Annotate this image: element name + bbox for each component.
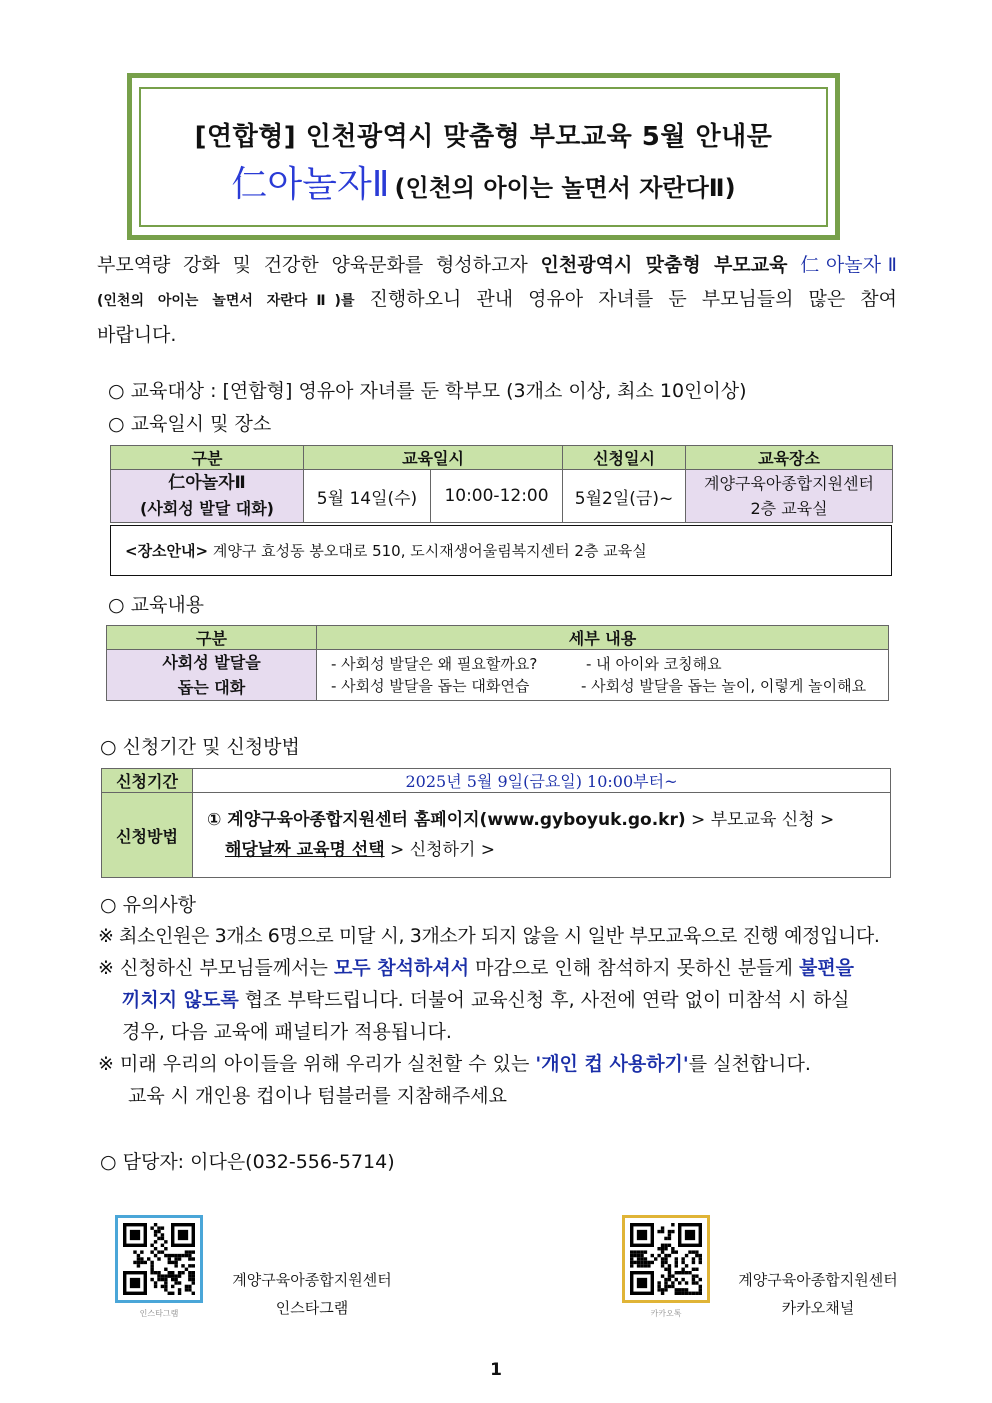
content-item: - 내 아이와 코칭해요 [586,655,722,673]
page-subtitle [139,156,828,207]
section-content: ○ 교육내용 [108,594,205,616]
schedule-place-cell: 계양구육아종합지원센터 2층 교육실 [686,470,893,523]
section-target: ○ 교육대상 : [연합형] 영유아 자녀를 둔 학부모 (3개소 이상, 최소 10인이상) [108,380,747,402]
section-notes: ○ 유의사항 [100,894,197,916]
location-text [125,540,647,561]
content-table [106,625,889,701]
note-tumbler: 교육 시 개인용 컵이나 텀블러를 지참해주세요 [128,1085,507,1107]
kakao-label: 계양구육아종합지원센터 카카오채널 [738,1271,898,1317]
instagram-label: 계양구육아종합지원센터 인스타그램 [232,1271,392,1317]
content-item: - 사회성 발달은 왜 필요할까요? [331,655,538,673]
schedule-program-cell: 仁아놀자Ⅱ (사회성 발달 대화) [111,470,304,523]
brand-subtitle: (인천의 아이는 놀면서 자란다Ⅱ) [394,174,736,202]
apply-method-cell: ① 계양구육아종합지원센터 홈페이지(www.gyboyuk.go.kr) > 부모교육 신청 > 해당날짜 교육명 선택 > 신청하기 > [193,793,891,878]
instagram-qr-code[interactable] [115,1215,203,1303]
section-apply: ○ 신청기간 및 신청방법 [100,736,300,758]
kakao-qr-code[interactable] [622,1215,710,1303]
qr-code-icon [123,1223,195,1295]
brand-title: 仁아놀자Ⅱ [231,164,390,205]
apply-period-value: 2025년 5월 9일(금요일) 10:00부터~ [193,769,891,793]
notes-block [98,920,880,1112]
content-category-cell: 사회성 발달을 돕는 대화 [107,650,317,701]
note-penalty: 경우, 다음 교육에 패널티가 적용됩니다. [122,1021,452,1043]
schedule-header-category: 구분 [111,446,304,470]
schedule-header-datetime: 교육일시 [304,446,563,470]
schedule-date: 5월 14일(수) [304,470,431,523]
note-attendance-cont: 끼치지 않도록 협조 부탁드립니다. 더불어 교육신청 후, 사전에 연락 없이 미참석 시 하실 [122,989,850,1011]
note-minimum: ※ 최소인원은 3개소 6명으로 미달 시, 3개소가 되지 않을 시 일반 부모교육으로 진행 예정입니다. [98,925,880,947]
content-header-category: 구분 [107,626,317,650]
apply-method-label: 신청방법 [102,793,193,878]
schedule-header-apply: 신청일시 [563,446,686,470]
note-attendance: ※ 신청하신 부모님들께서는 모두 참석하셔서 마감으로 인해 참석하지 못하신 분들게 불편을 [98,957,855,979]
intro-line3: 바랍니다. [97,324,177,346]
intro-line1: 부모역량 강화 및 건강한 양육문화를 형성하고자 인천광역시 맞춤형 부모교육 仁아놀자Ⅱ [97,254,898,276]
apply-table [101,768,891,878]
schedule-apply-date: 5월2일(금)~ [563,470,686,523]
content-detail-cell [317,650,889,701]
note-cup: ※ 미래 우리의 아이들을 위해 우리가 실천할 수 있는 '개인 컵 사용하기'를 실천합니다. [98,1053,811,1075]
section-datetime: ○ 교육일시 및 장소 [108,413,272,435]
content-item: - 사회성 발달을 돕는 대화연습 [331,677,530,695]
page-title: [연합형] 인천광역시 맞춤형 부모교육 5월 안내문 [194,122,773,152]
intro-paragraph [97,248,897,352]
schedule-time: 10:00-12:00 [431,470,563,523]
apply-period-label: 신청기간 [102,769,193,793]
intro-line2: (인천의 아이는 놀면서 자란다Ⅱ)를 진행하오니 관내 영유아 자녀를 둔 부모님들의 많은 참여 [97,288,897,310]
kakao-qr-caption: 카카오톡 [650,1309,682,1318]
location-address: 계양구 효성동 봉오대로 510, 도시재생어울림복지센터 2층 교육실 [212,542,647,560]
location-label: <장소안내> [125,542,209,560]
instagram-qr-caption: 인스타그램 [139,1309,179,1318]
apply-homepage-link[interactable]: ① 계양구육아종합지원센터 홈페이지(www.gyboyuk.go.kr) [207,810,686,830]
content-item: - 사회성 발달을 돕는 놀이, 이렇게 놀이해요 [581,677,867,695]
qr-code-icon [630,1223,702,1295]
schedule-table [110,445,893,523]
apply-select-course: 해당날짜 교육명 선택 [225,840,385,860]
contact-info: ○ 담당자: 이다은(032-556-5714) [100,1151,395,1173]
schedule-header-place: 교육장소 [686,446,893,470]
page-number: 1 [490,1360,502,1380]
content-header-detail: 세부 내용 [317,626,889,650]
